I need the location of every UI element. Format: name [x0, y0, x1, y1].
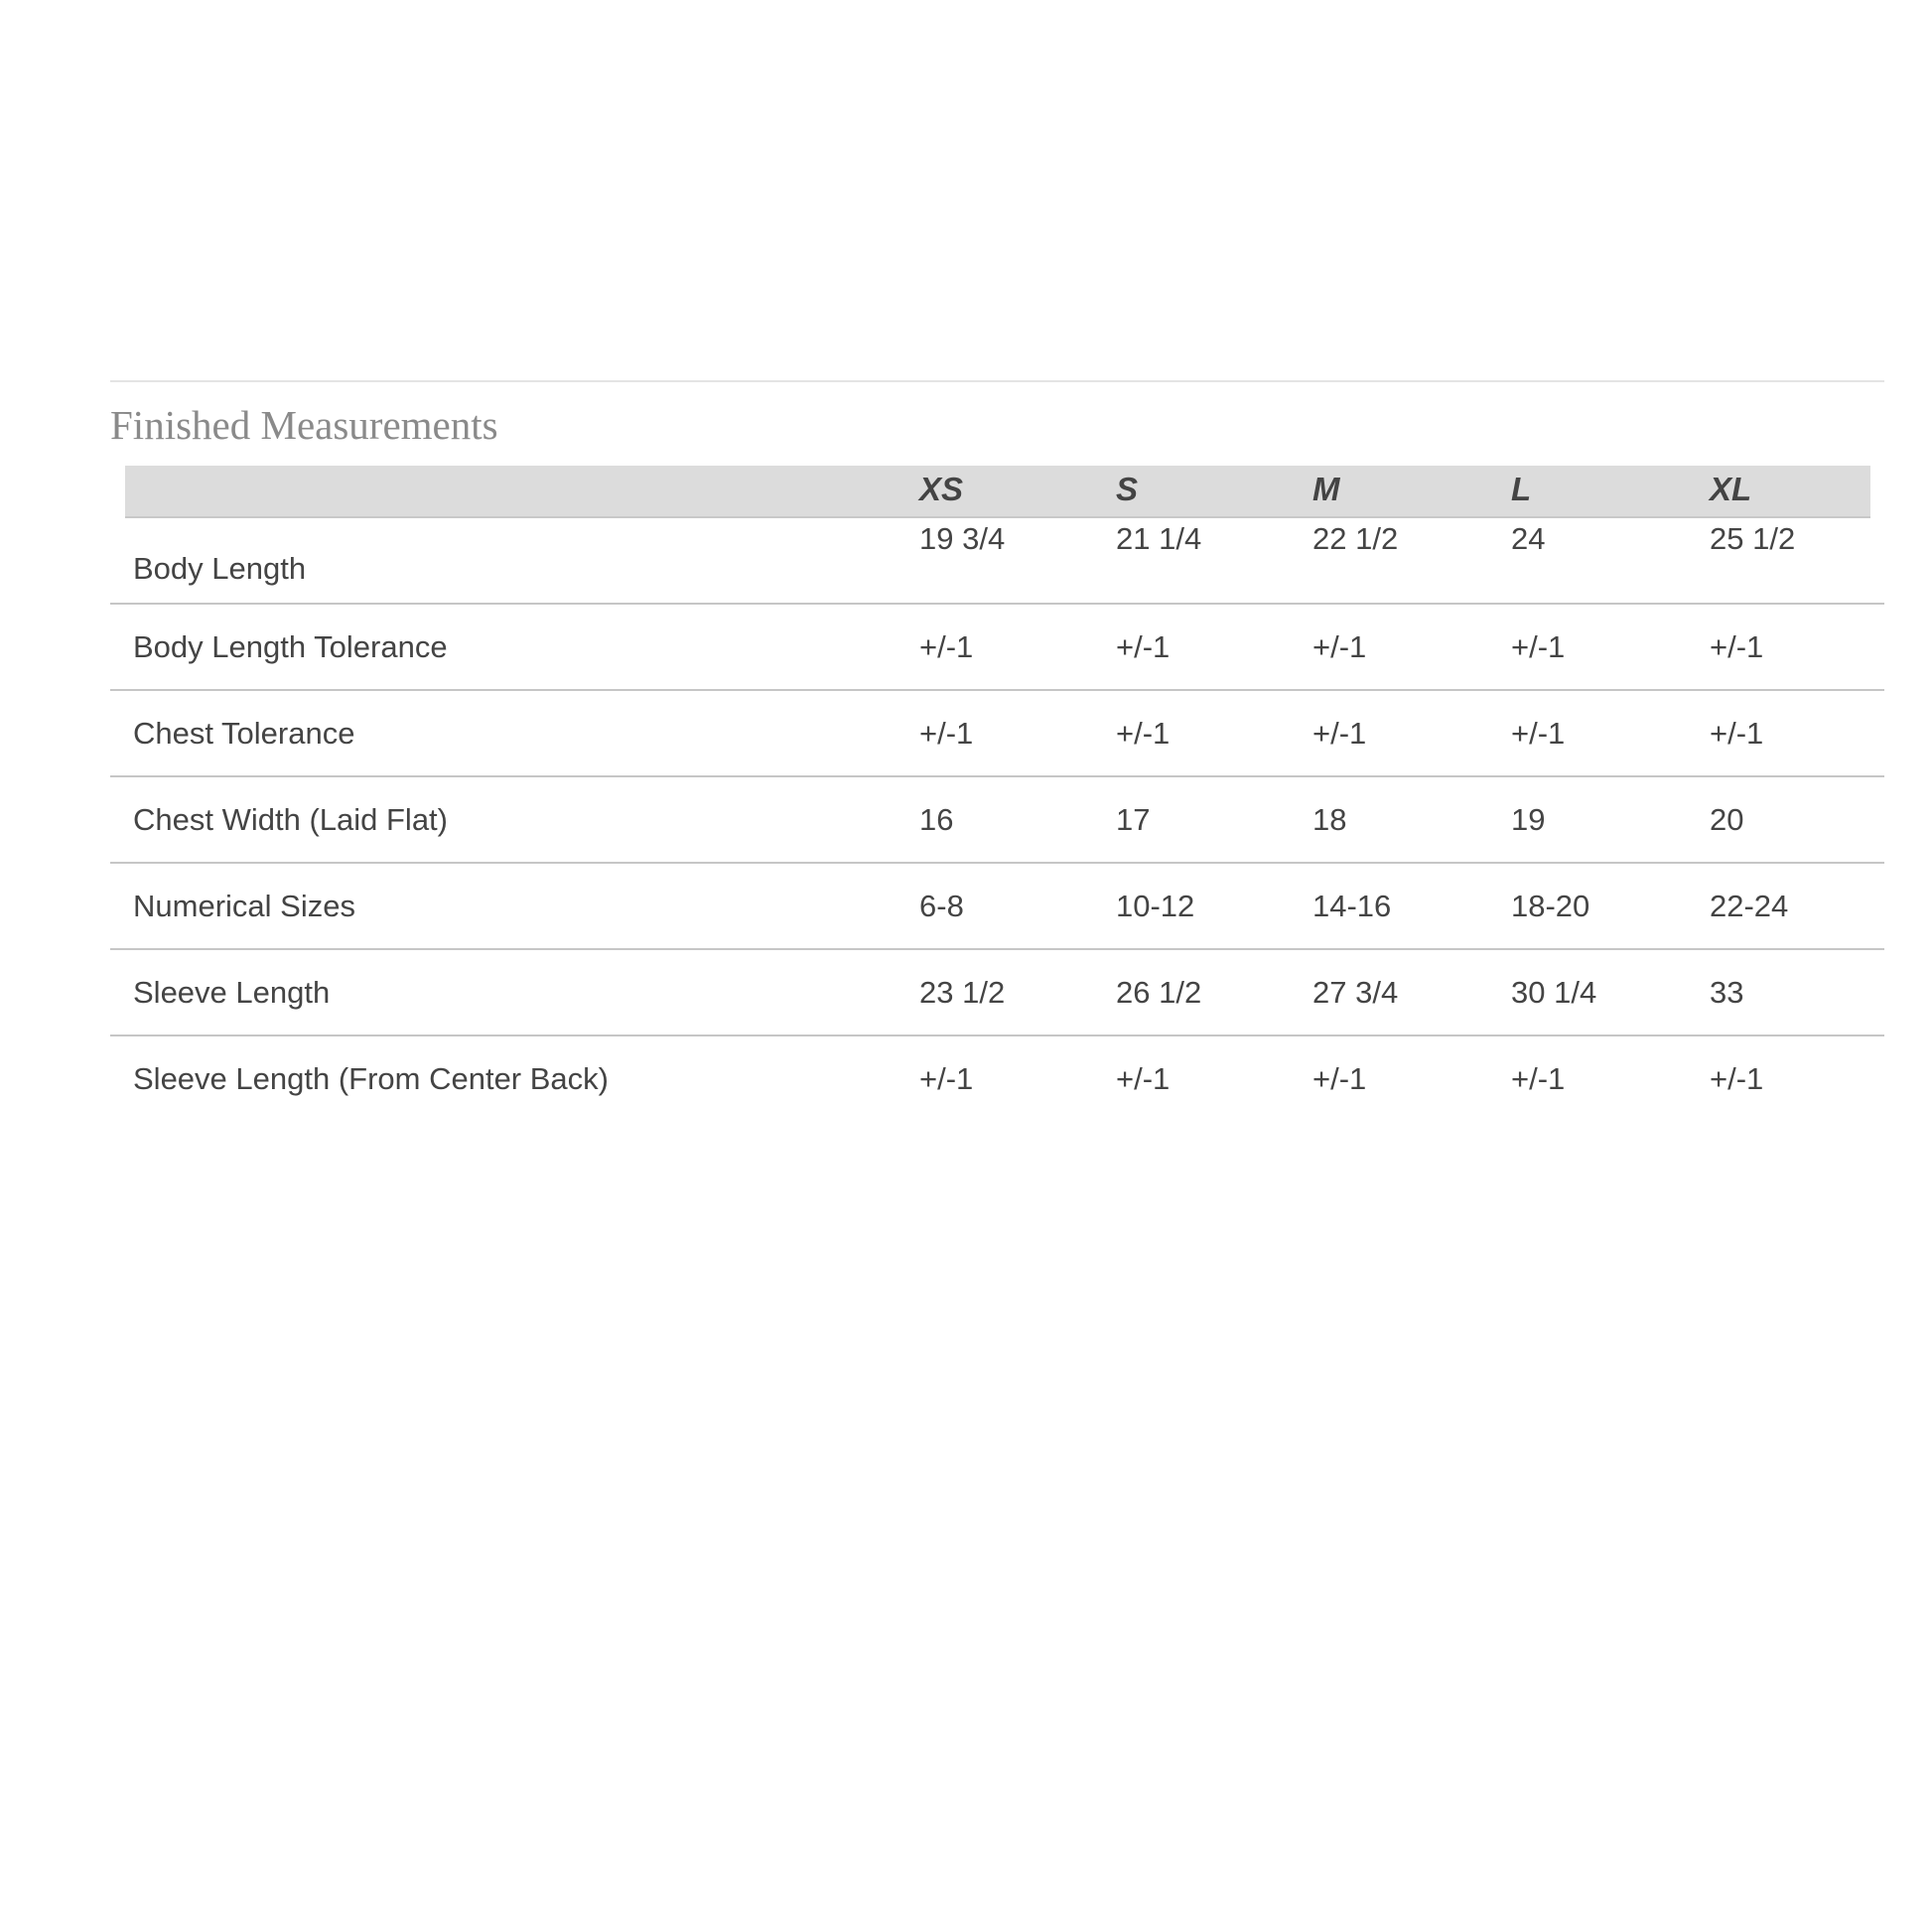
- column-header-m: M: [1312, 471, 1340, 507]
- row-label: Sleeve Length (From Center Back): [133, 1061, 609, 1096]
- table-row: [110, 950, 1884, 1036]
- table-cell: +/-1: [1710, 629, 1764, 664]
- table-cell: 14-16: [1312, 889, 1392, 923]
- row-label: Sleeve Length: [133, 975, 331, 1010]
- table-cell: 27 3/4: [1312, 975, 1399, 1010]
- table-cell: +/-1: [1116, 1061, 1171, 1096]
- row-label: Numerical Sizes: [133, 889, 355, 923]
- table-cell: +/-1: [1511, 716, 1566, 751]
- page-title: Finished Measurements: [110, 402, 498, 448]
- table-cell: +/-1: [1511, 1061, 1566, 1096]
- table-cell: 30 1/4: [1511, 975, 1597, 1010]
- table-cell: +/-1: [1116, 629, 1171, 664]
- table-row: [110, 864, 1884, 950]
- table-cell: +/-1: [1710, 1061, 1764, 1096]
- table-cell: 16: [919, 802, 954, 837]
- table-cell: +/-1: [1710, 716, 1764, 751]
- table-cell: 18: [1312, 802, 1347, 837]
- table-cell: +/-1: [1312, 716, 1367, 751]
- top-divider: [110, 380, 1884, 382]
- row-label: Chest Width (Laid Flat): [133, 802, 448, 837]
- column-header-xl: XL: [1710, 471, 1752, 507]
- table-cell: +/-1: [1116, 716, 1171, 751]
- table-header: [125, 466, 1870, 518]
- table-cell: 21 1/4: [1116, 521, 1202, 556]
- table-cell: 22 1/2: [1312, 521, 1399, 556]
- table-cell: +/-1: [919, 1061, 974, 1096]
- table-cell: 33: [1710, 975, 1744, 1010]
- table-cell: 10-12: [1116, 889, 1195, 923]
- column-header-l: L: [1511, 471, 1532, 507]
- table-cell: 19 3/4: [919, 521, 1006, 556]
- table-row: [110, 691, 1884, 777]
- row-label: Body Length Tolerance: [133, 629, 448, 664]
- table-cell: +/-1: [919, 716, 974, 751]
- table-cell: +/-1: [1312, 629, 1367, 664]
- table-row: [110, 605, 1884, 691]
- table-cell: 24: [1511, 521, 1546, 556]
- measurements-table: [110, 466, 1884, 1121]
- table-cell: 18-20: [1511, 889, 1590, 923]
- row-label: Body Length: [133, 551, 307, 586]
- table-row: [110, 777, 1884, 864]
- table-cell: +/-1: [1511, 629, 1566, 664]
- table-row: [110, 1036, 1884, 1121]
- table-cell: 23 1/2: [919, 975, 1006, 1010]
- table-row: [110, 518, 1884, 605]
- row-label: Chest Tolerance: [133, 716, 355, 751]
- table-cell: 19: [1511, 802, 1546, 837]
- column-header-xs: XS: [919, 471, 964, 507]
- table-cell: +/-1: [1312, 1061, 1367, 1096]
- table-cell: 22-24: [1710, 889, 1789, 923]
- table-cell: 17: [1116, 802, 1151, 837]
- table-cell: +/-1: [919, 629, 974, 664]
- table-cell: 25 1/2: [1710, 521, 1796, 556]
- column-header-s: S: [1116, 471, 1139, 507]
- table-cell: 26 1/2: [1116, 975, 1202, 1010]
- table-cell: 20: [1710, 802, 1744, 837]
- table-cell: 6-8: [919, 889, 964, 923]
